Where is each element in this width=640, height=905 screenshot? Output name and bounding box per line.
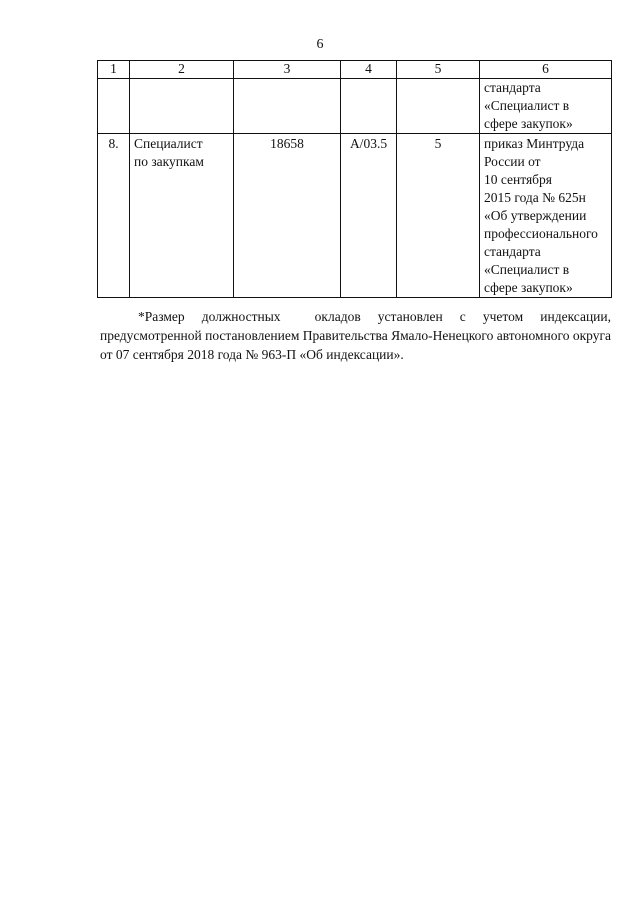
footnote-text: *Размер должностных окладов установлен с учетом индексации, предусмотренной постановлением Правительства Ямало-Ненецкого автономного округа от 07 сентября 2018 года № 963-П «Об индексации». bbox=[100, 309, 615, 362]
header-col-4: 4 bbox=[341, 61, 397, 79]
cell-legal-basis: стандарта «Специалист в сфере закупок» bbox=[480, 79, 612, 134]
footnote bbox=[100, 307, 615, 364]
cell-function-code: А/03.5 bbox=[341, 134, 397, 298]
cell-salary: 18658 bbox=[234, 134, 341, 298]
cell-position-name: Специалист по закупкам bbox=[130, 134, 234, 298]
header-col-2: 2 bbox=[130, 61, 234, 79]
table-header-row bbox=[98, 61, 612, 79]
cell-function-code bbox=[341, 79, 397, 134]
cell-qualification-level: 5 bbox=[397, 134, 480, 298]
table-row-continuation bbox=[98, 79, 612, 134]
cell-position-name bbox=[130, 79, 234, 134]
cell-salary bbox=[234, 79, 341, 134]
positions-table bbox=[97, 60, 612, 298]
header-col-6: 6 bbox=[480, 61, 612, 79]
cell-num: 8. bbox=[98, 134, 130, 298]
cell-num bbox=[98, 79, 130, 134]
header-col-3: 3 bbox=[234, 61, 341, 79]
header-col-1: 1 bbox=[98, 61, 130, 79]
header-col-5: 5 bbox=[397, 61, 480, 79]
cell-legal-basis: приказ Минтруда России от 10 сентября 2015 года № 625н «Об утверждении профессионального стандарта «Специалист в сфере закупок» bbox=[480, 134, 612, 298]
page-number: 6 bbox=[316, 37, 324, 52]
table-row bbox=[98, 134, 612, 298]
cell-qualification-level bbox=[397, 79, 480, 134]
